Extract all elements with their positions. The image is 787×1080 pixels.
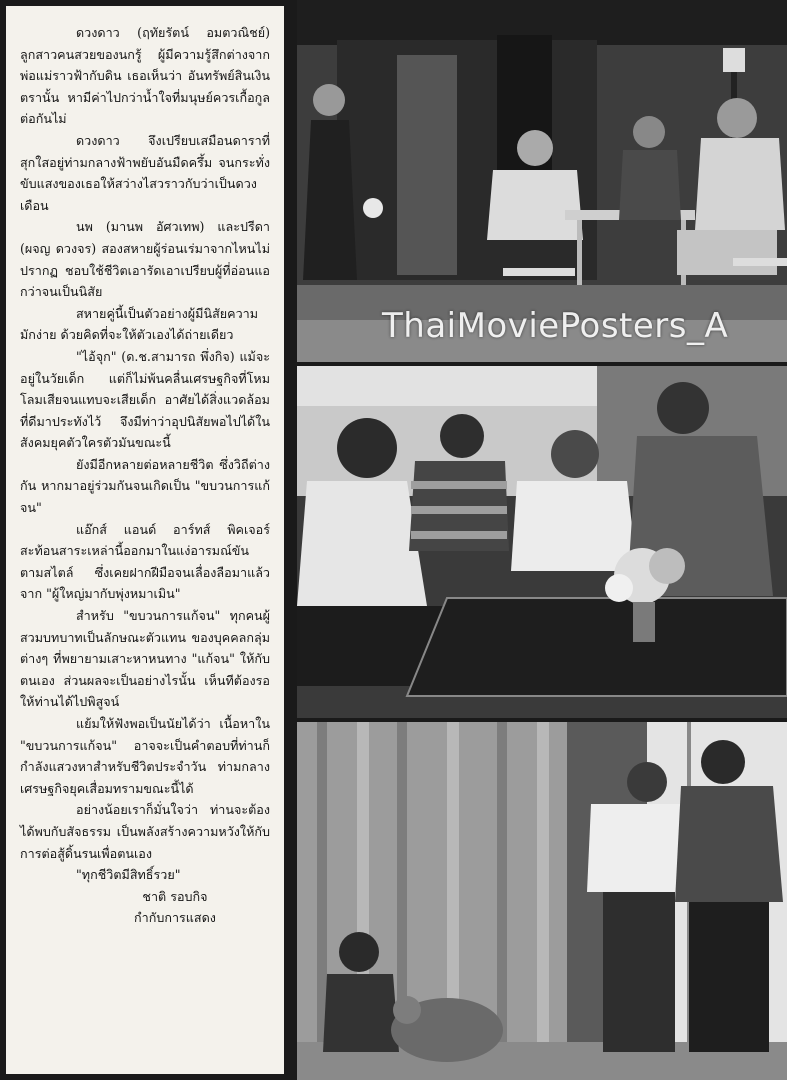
article-paragraph: สหายคู่นี้เป็นตัวอย่างผู้มีนิสัยความมักง่าย ด้วยคิดที่จะให้ตัวเองได้ถ่ายเดียว: [20, 305, 259, 343]
doorway-scene-illustration: [297, 722, 787, 1080]
article-tagline: "ทุกชีวิตมีสิทธิ์รวย": [76, 867, 181, 883]
signature-name: ชาติ รอบกิจ: [142, 888, 208, 904]
article-paragraph: "ไอ้จุก" (ด.ช.สามารถ พึ่งกิจ) แม้จะอยู่ในวัยเด็ก แต่ก็ไม่พ้นคลื่นเศรษฐกิจที่โหมโลมเสียจนแทบจะเสียเด็ก อาศัยได้สิ่งแวดล้อมที่ดีมาประทังไว้ จึงมีท่าว่าอุปนิสัยพอไปได้ในสังคมยุคตัวใครตัวมันขณะนี้: [20, 348, 270, 451]
living-room-photo: [297, 366, 787, 718]
watermark-text: ThaiMoviePosters_A: [382, 306, 729, 346]
living-room-illustration: [297, 366, 787, 718]
article-paragraph: นพ (มานพ อัศวเทพ) และปรีดา (ผจญ ดวงจร) สองสหายผู้ร่อนเร่มาจากไหนไม่ปรากฏ ชอบใช้ชีวิตเอารัดเอาเปรียบผู้ที่อ่อนแอกว่าจนเป็นนิสัย: [20, 219, 270, 300]
article-paragraph: แย้มให้ฟังพอเป็นนัยได้ว่า เนื้อหาใน "ขบวนการแก้จน" อาจจะเป็นคำตอบที่ท่านก็กำลังแสวงหาสำหรับชีวิตประจำวัน ท่ามกลางเศรษฐกิจยุคเสื่อมทรามขณะนี้ได้: [20, 716, 270, 796]
article-paragraph: อย่างน้อยเราก็มั่นใจว่า ท่านจะต้องได้พบกับสัจธรรม เป็นพลังสร้างความหวังให้กับการต่อสู้ดิ้นรนเพื่อตนเอง: [20, 802, 270, 861]
article-paragraph: ดวงดาว จึงเปรียบเสมือนดาราที่สุกใสอยู่ท่ามกลางฟ้าพยับอันมืดครึ้ม จนกระทั่งขับแสงของเธอให้สว่างไสวราวกับว่าเป็นดวงเดือน: [20, 132, 270, 213]
article-paragraph: สำหรับ "ขบวนการแก้จน" ทุกคนผู้สวมบทบาทเป็นลักษณะตัวแทน ของบุคคลกลุ่มต่างๆ ที่พยายามเสาะหาหนทาง "แก้จน" ให้กับตนเอง ส่วนผลจะเป็นอย่างไรนั้น เห็นทีต้องรอให้ท่านได้ไปพิสูจน์: [20, 608, 270, 710]
stage-scene-photo: [297, 0, 787, 362]
article-paragraph: ดวงดาว (ฤทัยรัตน์ อมตวณิชย์) ลูกสาวคนสวยของนกรู้ ผู้มีความรู้สึกต่างจากพ่อแม่ราวฟ้ากับดิน เธอเห็นว่า อันทรัพย์สินเงินตรานั้น หามีค่าไปกว่าน้ำใจที่มนุษย์ควรเกื้อกูลต่อกันไม่: [20, 25, 270, 127]
article-paragraph: ยังมีอีกหลายต่อหลายชีวิต ซึ่งวิถีต่างกัน หากมาอยู่ร่วมกันจนเกิดเป็น "ขบวนการแก้จน": [20, 456, 270, 516]
signature-role: กำกับการแสดง: [134, 910, 216, 926]
article-paragraph: แอ๊กส์ แอนด์ อาร์ทส์ พิคเจอร์ สะท้อนสาระเหล่านี้ออกมาในแง่อารมณ์ขันตามสไตล์ ซึ่งเคยฝากฝีมือจนเลื่องลือมาแล้วจาก "ผู้ใหญ่มากับพุ่งหมาเมิน": [20, 521, 270, 602]
photo-column: [297, 0, 787, 1080]
doorway-scene-photo: [297, 722, 787, 1080]
article-text-column: [6, 6, 284, 1074]
